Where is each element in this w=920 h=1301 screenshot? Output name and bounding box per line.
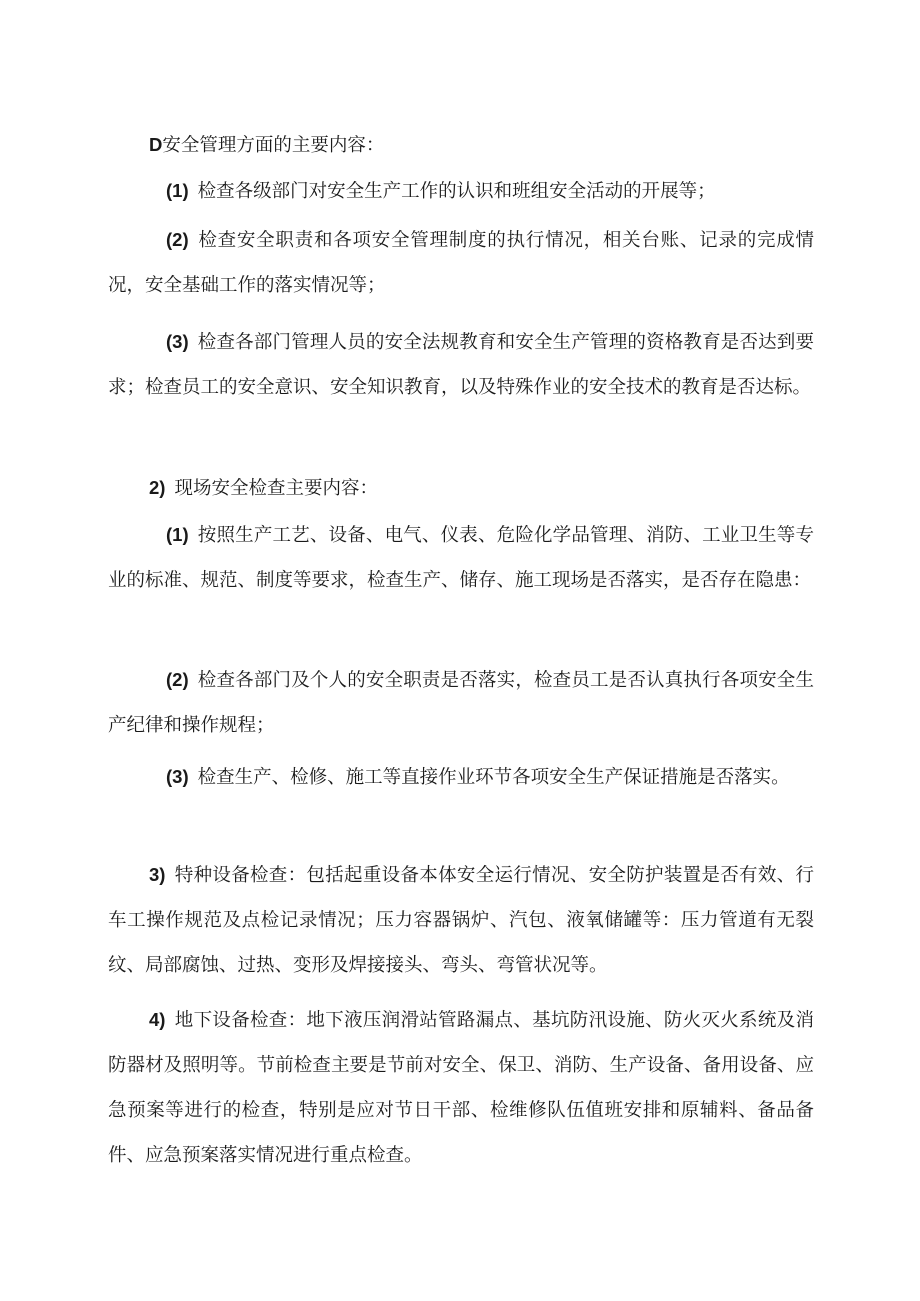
onsite-item-1 [108, 512, 814, 603]
section-underground-equipment [108, 997, 814, 1178]
paragraph-text: 检查生产、检修、施工等直接作业环节各项安全生产保证措施是否落实。 [197, 767, 790, 788]
paragraph-text: 地下设备检查：地下液压润滑站管路漏点、基坑防汛设施、防火灭火系统及消防器材及照明等。节前检查主要是节前对安全、保卫、消防、生产设备、备用设备、应急预案等进行的检查，特别是应对节日干部、检维修队伍值班安排和原辅料、备品备件、应急预案落实情况进行重点检查。 [108, 1010, 814, 1166]
paragraph-text: 检查各部门管理人员的安全法规教育和安全生产管理的资格教育是否达到要求；检查员工的安全意识、安全知识教育，以及特殊作业的安全技术的教育是否达标。 [108, 332, 814, 398]
paragraph-text: 按照生产工艺、设备、电气、仪表、危险化学品管理、消防、工业卫生等专业的标准、规范、制度等要求，检查生产、储存、施工现场是否落实，是否存在隐患： [108, 525, 814, 591]
item-number: (3) [166, 331, 189, 352]
management-item-2 [108, 217, 814, 308]
item-number: D [149, 134, 163, 155]
onsite-item-2 [108, 657, 814, 748]
item-number: (3) [166, 766, 189, 787]
item-number: 2) [149, 477, 166, 498]
paragraph-text: 安全管理方面的主要内容： [162, 135, 385, 156]
section-heading-management [108, 122, 814, 168]
item-number: (2) [166, 669, 189, 690]
item-number: 3) [149, 864, 166, 885]
section-special-equipment [108, 852, 814, 988]
management-item-1 [108, 168, 814, 214]
paragraph-text: 特种设备检查：包括起重设备本体安全运行情况、安全防护装置是否有效、行车工操作规范及点检记录情况；压力容器锅炉、汽包、液氧储罐等：压力管道有无裂纹、局部腐蚀、过热、变形及焊接接头、弯头、弯管状况等。 [108, 865, 814, 976]
paragraph-text: 检查各级部门对安全生产工作的认识和班组安全活动的开展等； [197, 181, 716, 202]
section-heading-onsite [108, 465, 814, 511]
paragraph-text: 现场安全检查主要内容： [174, 478, 378, 499]
paragraph-text: 检查各部门及个人的安全职责是否落实，检查员工是否认真执行各项安全生产纪律和操作规程； [108, 670, 814, 736]
item-number: (2) [166, 229, 189, 250]
item-number: (1) [166, 180, 189, 201]
paragraph-text: 检查安全职责和各项安全管理制度的执行情况，相关台账、记录的完成情况，安全基础工作的落实情况等； [108, 230, 814, 296]
management-item-3 [108, 319, 814, 410]
onsite-item-3 [108, 754, 814, 800]
item-number: (1) [166, 524, 189, 545]
item-number: 4) [149, 1009, 166, 1030]
